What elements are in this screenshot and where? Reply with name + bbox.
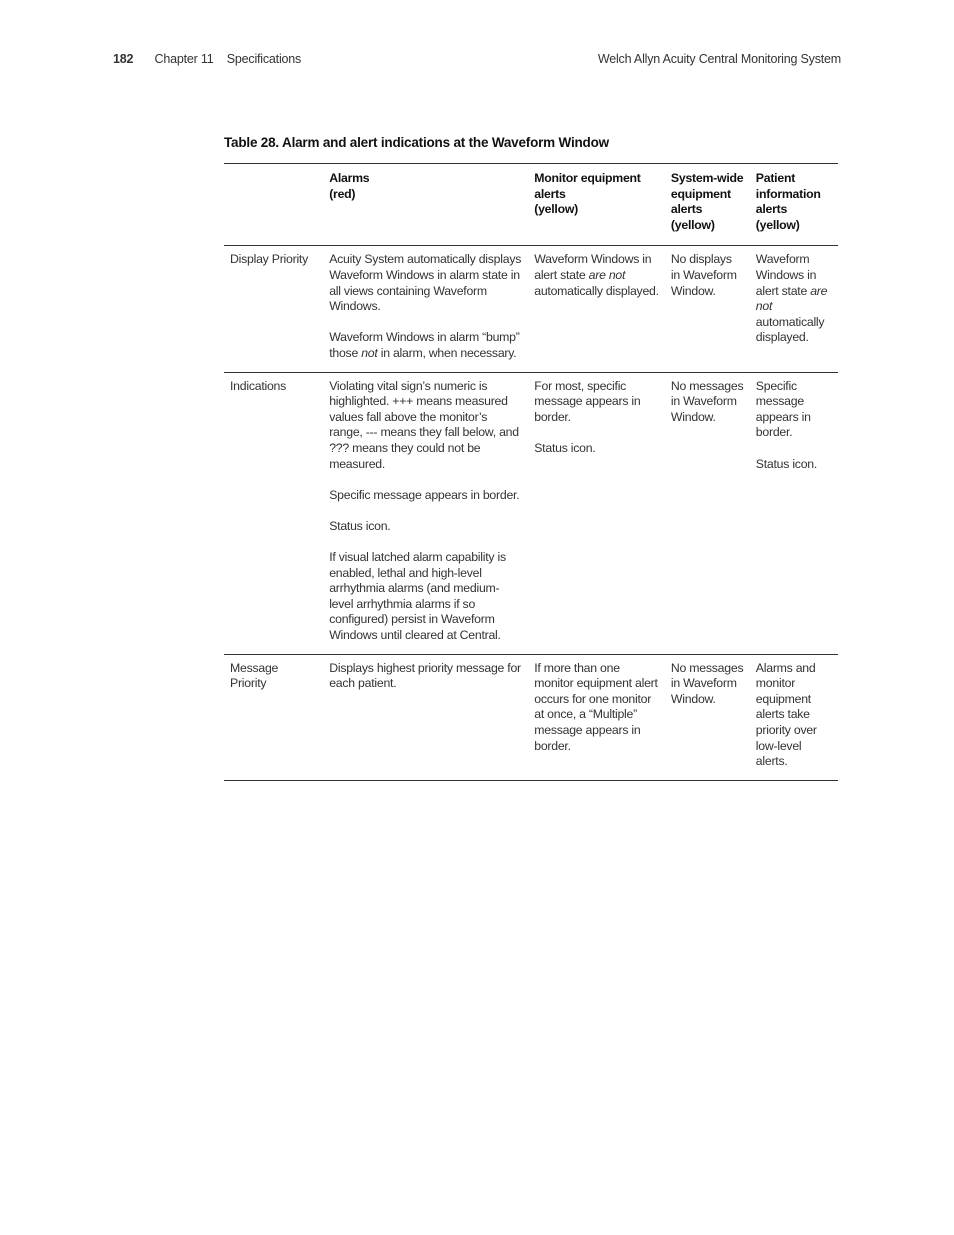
running-header-right: Welch Allyn Acuity Central Monitoring System xyxy=(597,52,841,66)
cell-paragraph: Status icon. xyxy=(534,440,596,455)
cell-paragraph: Acuity System automatically displays Waveform Windows in alarm state in all views containing Waveform Windows. xyxy=(329,252,522,314)
column-header-title: Patient information alerts xyxy=(755,171,821,217)
column-header-empty xyxy=(224,164,323,246)
column-header-title: System-wide equipment alerts xyxy=(670,171,744,217)
cell-patient-alerts xyxy=(750,372,838,654)
cell-alarms xyxy=(323,246,528,372)
table-row xyxy=(224,246,838,372)
text-run: Waveform Windows in alert state xyxy=(755,252,817,298)
cell-patient-alerts: Alarms and monitor equipment alerts take priority over low-level alerts. xyxy=(750,654,838,780)
column-header-alarms xyxy=(323,164,528,246)
text-run: Waveform Windows in alarm “bump” those xyxy=(329,330,520,360)
column-header-title: Alarms xyxy=(329,171,370,185)
column-header-monitor-alerts xyxy=(528,164,665,246)
table-header-row xyxy=(224,164,838,246)
cell-system-alerts: No displays in Waveform Window. xyxy=(665,246,750,372)
row-label: Message Priority xyxy=(224,654,323,780)
row-label: Display Priority xyxy=(224,246,323,372)
column-header-color: (yellow) xyxy=(534,202,579,217)
table-row xyxy=(224,654,838,780)
page-number: 182 xyxy=(113,52,134,66)
cell-system-alerts: No messages in Waveform Window. xyxy=(665,654,750,780)
cell-paragraph xyxy=(329,330,522,361)
column-header-system-alerts xyxy=(665,164,750,246)
cell-monitor-alerts xyxy=(528,246,665,372)
text-run: in alarm, when necessary. xyxy=(377,345,517,360)
emphasis-text: not xyxy=(361,345,378,360)
column-header-color: (yellow) xyxy=(670,217,715,232)
cell-paragraph: Violating vital sign’s numeric is highlighted. +++ means measured values fall above the monitor’s range, --- means they fall below, and ??? means they could not be measured. xyxy=(329,378,519,471)
row-label: Indications xyxy=(224,372,323,654)
cell-paragraph: Status icon. xyxy=(755,456,818,471)
text-run: automatically displayed. xyxy=(755,314,825,345)
table-caption: Table 28. Alarm and alert indications at the Waveform Window xyxy=(224,135,609,150)
column-header-color: (red) xyxy=(329,186,356,201)
column-header-color: (yellow) xyxy=(755,217,800,232)
chapter-label: Chapter 11 xyxy=(154,52,214,66)
emphasis-text: are not xyxy=(588,267,626,282)
alarm-indications-table xyxy=(224,163,838,781)
column-header-title: Monitor equipment alerts xyxy=(534,171,641,201)
running-header-left xyxy=(113,52,301,66)
cell-alarms: Displays highest priority message for each patient. xyxy=(323,654,528,780)
cell-paragraph: For most, specific message appears in border. xyxy=(534,378,641,424)
emphasis-text: are not xyxy=(755,283,828,314)
cell-monitor-alerts: If more than one monitor equipment alert occurs for one monitor at once, a “Multiple” message appears in border. xyxy=(528,654,665,780)
cell-paragraph: Specific message appears in border. xyxy=(329,487,520,502)
text-run: Waveform Windows in alert state xyxy=(534,252,652,282)
section-label: Specifications xyxy=(226,52,302,66)
column-header-patient-alerts xyxy=(750,164,838,246)
cell-patient-alerts xyxy=(750,246,838,372)
cell-paragraph: Status icon. xyxy=(329,518,391,533)
cell-paragraph: Specific message appears in border. xyxy=(755,378,811,440)
cell-paragraph: If visual latched alarm capability is enabled, lethal and high-level arrhythmia alarms (and medium-level arrhythmia alarms if so configured) persist in Waveform Windows until cleared at Central. xyxy=(329,550,506,643)
cell-alarms xyxy=(323,372,528,654)
cell-monitor-alerts xyxy=(528,372,665,654)
table-row xyxy=(224,372,838,654)
text-run: automatically displayed. xyxy=(534,283,659,298)
cell-system-alerts: No messages in Waveform Window. xyxy=(665,372,750,654)
